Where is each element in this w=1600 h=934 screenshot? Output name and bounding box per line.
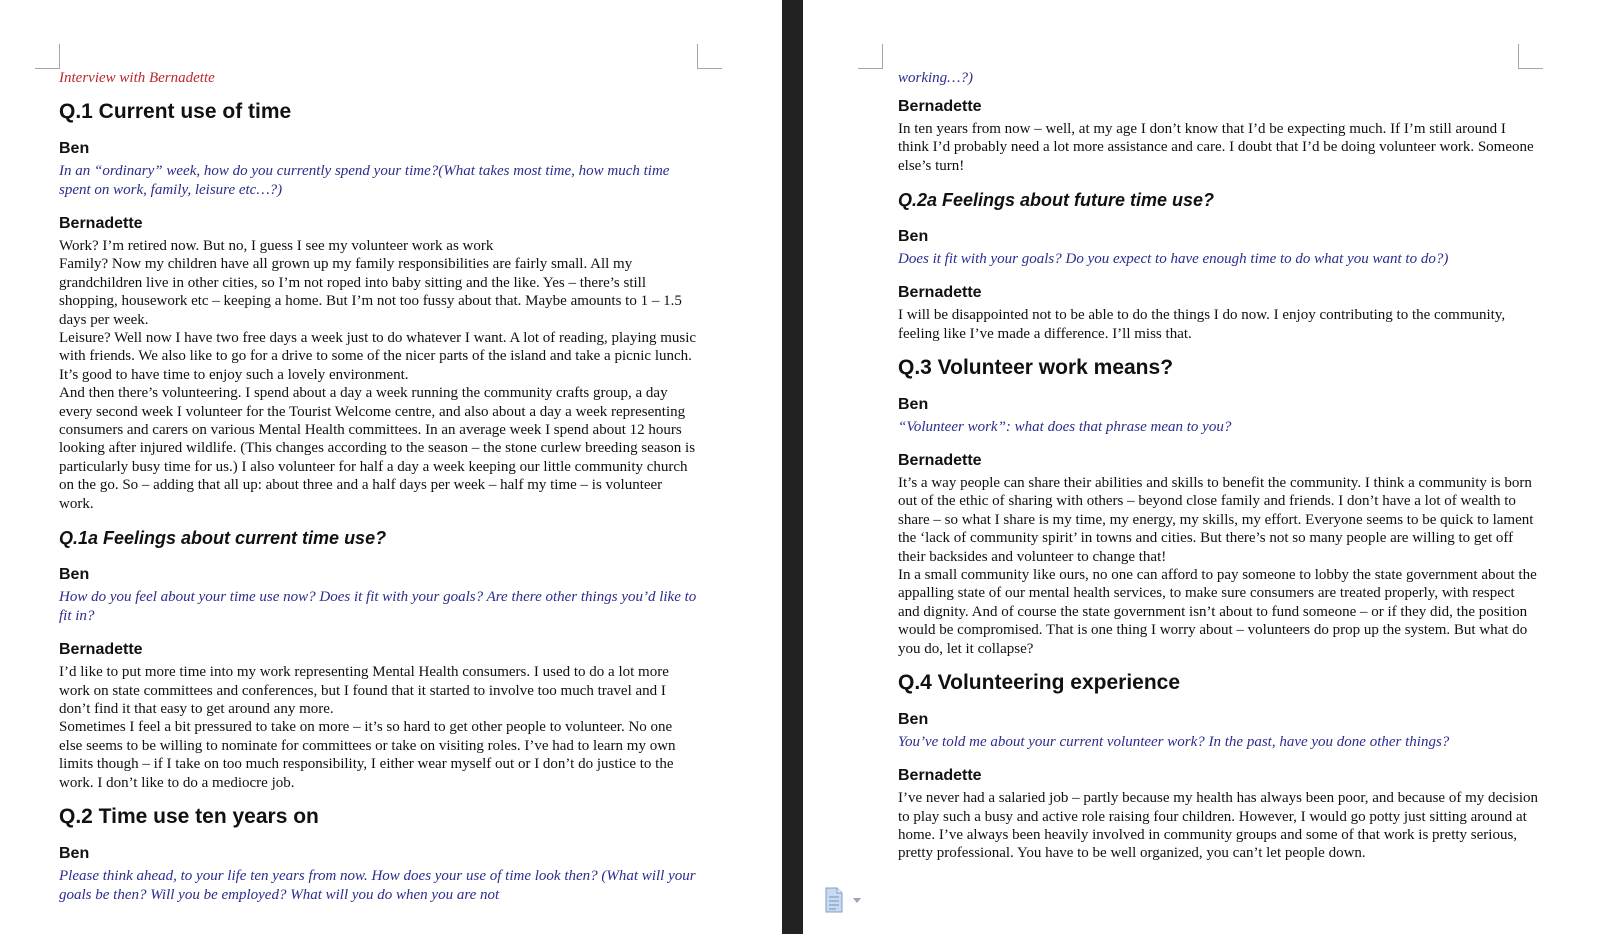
interview-answer	[898, 474, 1538, 658]
answer-paragraph: I’ve never had a salaried job – partly because my health has always been poor, and because of my decision to play such a busy and active role raising four children. However, I would go potty just sitting around at home. I’ve always been heavily involved in community groups and some of that work is pretty serious, pretty professional. You have to be well organized, you can’t let people down.	[898, 790, 1538, 862]
interview-question: How do you feel about your time use now? Does it fit with your goals? Are there other things you’d like to fit in?	[59, 589, 697, 625]
interview-question: “Volunteer work”: what does that phrase mean to you?	[898, 419, 1232, 436]
answer-paragraph: In a small community like ours, no one can afford to pay someone to lobby the state government about the appalling state of our mental health services, to make sure consumers are treated properly, with respect and dignity. And of course the state government isn’t about to fund someone – or if they did, the position would be compromised. That is one thing I worry about – volunteers do prop up the system. But what do you do, let it collapse?	[898, 567, 1537, 657]
section-heading: Q.1 Current use of time	[59, 100, 292, 123]
page-content[interactable]	[898, 67, 1538, 863]
margin-corner-top-left	[858, 44, 883, 69]
answer-paragraph: Family? Now my children have all grown up my family responsibilities are fairly small. All my grandchildren live in other cities, so I’m not roped into baby sitting and the like. Yes – there’s still shopping, housework etc – keeping a home. But I’m not too fussy about that. Maybe amounts to 1 – 1.5 days per week.	[59, 256, 682, 328]
interview-question: In an “ordinary” week, how do you currently spend your time?(What takes most time, how much time spent on work, family, leisure etc…?)	[59, 163, 670, 198]
interview-question: Please think ahead, to your life ten years from now. How does your use of time look then? (What will your goals be then? Will you be employed? What will you do when you are not	[59, 867, 696, 903]
answer-paragraph: Work? I’m retired now. But no, I guess I see my volunteer work as work	[59, 238, 494, 254]
page-right	[803, 0, 1600, 934]
chevron-down-icon[interactable]	[853, 898, 861, 903]
speaker-label: Bernadette	[898, 767, 982, 785]
answer-paragraph: It’s a way people can share their abilities and skills to benefit the community. I think a community is born out of the ethic of sharing with others – beyond close family and friends. I don’t have a lot of wealth to share – so what I share is my time, my energy, my skills, my effort. Everyone seems to be quick to lament the ‘lack of community spirit’ in towns and cities. But there’s not so many people are willing to get off their backsides and volunteer to change that!	[898, 475, 1534, 565]
document-header: Interview with Bernadette	[59, 70, 215, 86]
interview-answer	[898, 789, 1538, 863]
answer-paragraph: Leisure? Well now I have two free days a week just to do whatever I want. A lot of reading, playing music with friends. We also like to go for a drive to some of the nicer parts of the island and take a picnic lunch. It’s good to have time to enjoy such a lovely environment.	[59, 330, 697, 383]
interview-question: You’ve told me about your current volunteer work? In the past, have you done other things?	[898, 734, 1450, 751]
answer-paragraph: And then there’s volunteering. I spend about a day a week running the community crafts group, a day every second week I volunteer for the Tourist Welcome centre, and also about a day a week representing consumers and carers on various Mental Health committees. In an average week I spend about 12 hours looking after injured wildlife. (This changes according to the season – the stone curlew breeding season is particularly busy time for us.) I also volunteer for half a day a week keeping our little community church on the go. So – adding that all up: about three and a half days per week – half my time – is volunteer work.	[59, 385, 696, 512]
section-heading: Q.3 Volunteer work means?	[898, 356, 1174, 380]
section-heading: Q.2a Feelings about future time use?	[898, 190, 1215, 211]
page-left	[0, 0, 782, 934]
speaker-label: Ben	[898, 228, 929, 246]
document-page-icon	[823, 887, 865, 913]
answer-paragraph: I will be disappointed not to be able to do the things I do now. I enjoy contributing to the community, feeling like I’ve made a difference. I’ll miss that.	[898, 307, 1506, 342]
speaker-label: Ben	[59, 566, 90, 584]
speaker-label: Bernadette	[898, 98, 982, 115]
section-heading: Q.4 Volunteering experience	[898, 671, 1181, 695]
answer-paragraph: I’d like to put more time into my work representing Mental Health consumers. I used to do a lot more work on state committees and conferences, but I found that it started to involve too much travel and I don’t find it that easy to get around any more.	[59, 664, 669, 717]
interview-answer	[59, 663, 699, 792]
speaker-label: Ben	[59, 140, 90, 157]
margin-corner-top-right	[1518, 44, 1543, 69]
section-heading: Q.2 Time use ten years on	[59, 804, 319, 828]
page-gutter	[782, 0, 803, 934]
page-content[interactable]	[59, 67, 699, 905]
speaker-label: Ben	[59, 844, 90, 862]
interview-answer	[898, 120, 1538, 175]
answer-paragraph: Sometimes I feel a bit pressured to take on more – it’s so hard to get other people to volunteer. No one else seems to be willing to nominate for committees or take on visiting roles. I’ve had to learn my own limits though – if I take on too much responsibility, I either wear myself out or I don’t do justice to the work. I don’t like to do a mediocre job.	[59, 719, 676, 791]
speaker-label: Bernadette	[59, 215, 143, 232]
speaker-label: Bernadette	[898, 452, 982, 470]
section-heading: Q.1a Feelings about current time use?	[59, 528, 387, 549]
interview-answer	[898, 306, 1538, 343]
page-layout-button[interactable]	[823, 887, 865, 913]
answer-paragraph: In ten years from now – well, at my age I don’t know that I’d be expecting much. If I’m still around I think I’d probably need a lot more assistance and care. I doubt that I’d be doing volunteer work. Someone else’s turn!	[898, 121, 1534, 174]
speaker-label: Ben	[898, 711, 929, 729]
margin-corner-top-right	[697, 44, 722, 69]
question-continuation: working…?)	[898, 70, 973, 86]
interview-answer	[59, 237, 699, 513]
speaker-label: Ben	[898, 396, 929, 414]
interview-question: Does it fit with your goals? Do you expect to have enough time to do what you want to do?)	[898, 251, 1449, 268]
margin-corner-top-left	[35, 44, 60, 69]
speaker-label: Bernadette	[898, 284, 982, 302]
speaker-label: Bernadette	[59, 641, 143, 659]
